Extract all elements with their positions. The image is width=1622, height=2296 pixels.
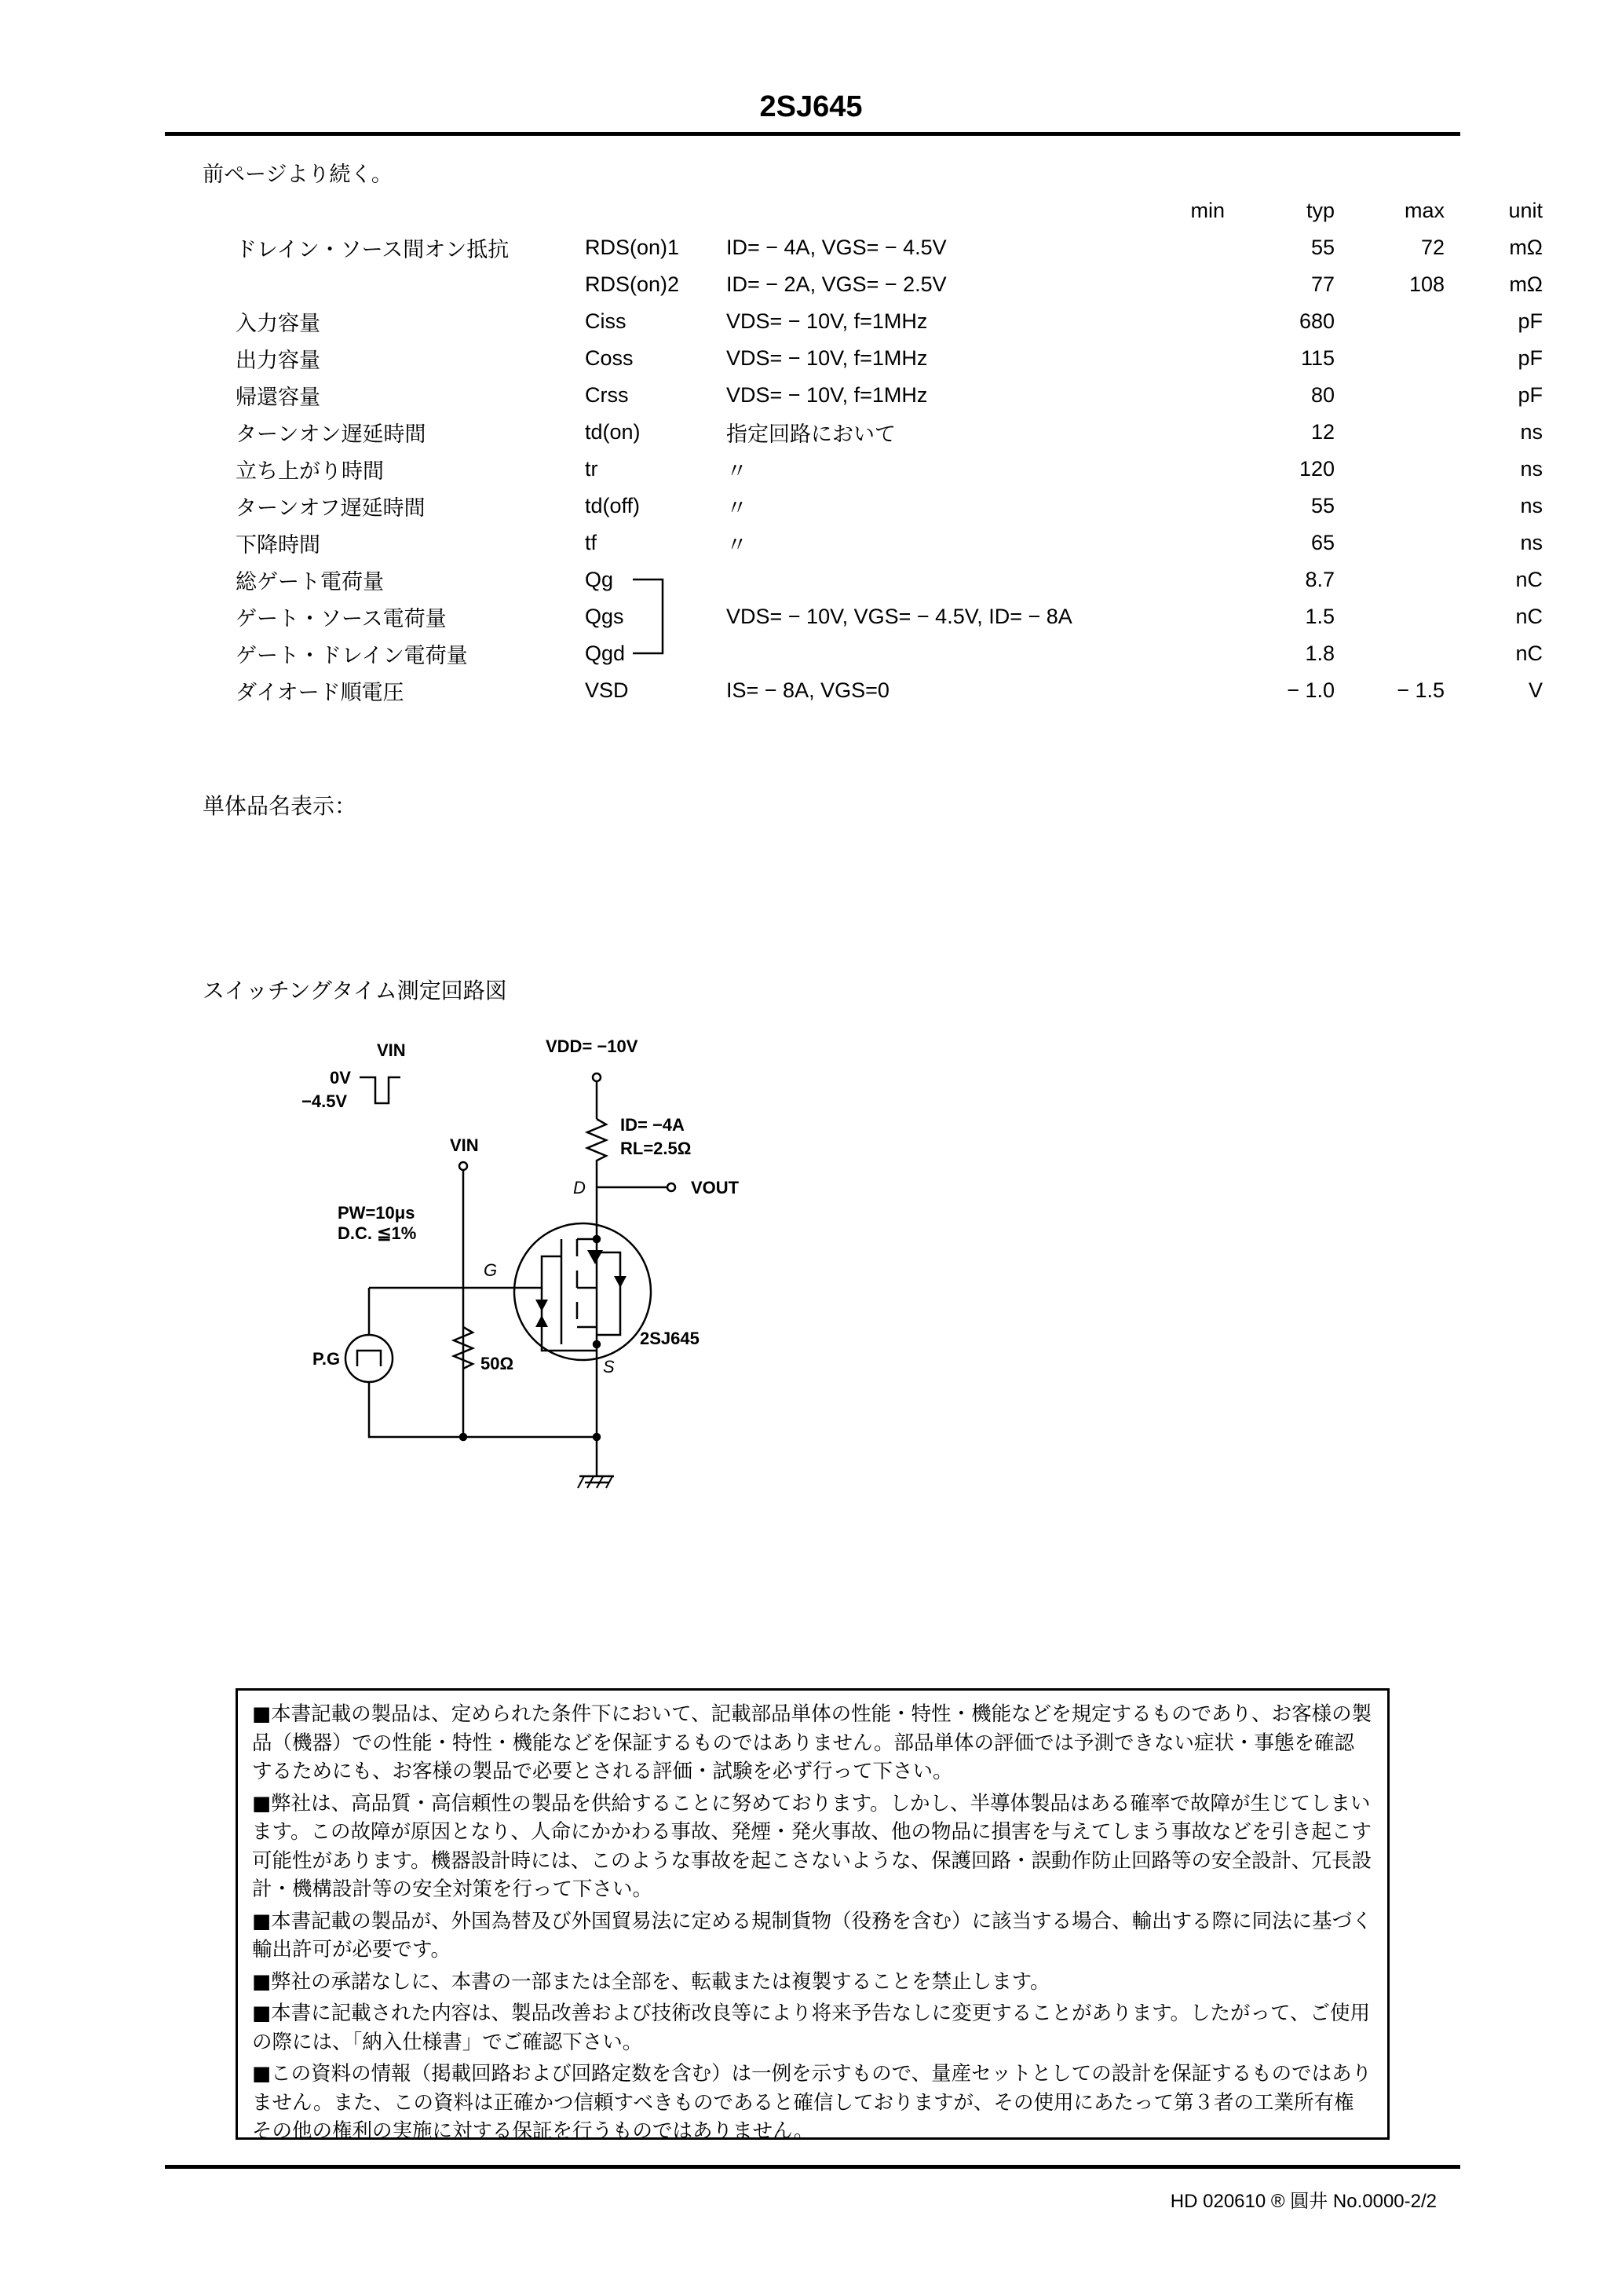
cell-symbol: td(off) xyxy=(585,494,641,517)
cell-unit: nC xyxy=(1515,605,1543,628)
cell-typ: 80 xyxy=(1310,383,1335,407)
switching-circuit-diagram xyxy=(298,1029,785,1515)
cell-min xyxy=(1123,303,1225,340)
pin-d-label: D xyxy=(573,1178,586,1197)
cell-condition: VDS= − 10V, f=1MHz xyxy=(726,346,928,370)
cell-symbol: RDS(on)2 xyxy=(585,272,680,296)
v0-label: 0V xyxy=(330,1068,351,1088)
cell-symbol: VSD xyxy=(585,678,629,702)
cell-typ: 65 xyxy=(1310,531,1335,554)
cell-unit: nC xyxy=(1515,568,1543,591)
cell-condition: 〃 xyxy=(726,496,747,520)
dc-label: D.C. ≦1% xyxy=(338,1223,417,1243)
cell-typ: 8.7 xyxy=(1305,568,1335,591)
table-row xyxy=(236,377,1543,414)
col-typ: typ xyxy=(1306,199,1335,222)
cell-min xyxy=(1123,598,1225,635)
cell-min xyxy=(1123,451,1225,488)
notice-paragraph: ■本書記載の製品は、定められた条件下において、記載部品単体の性能・特性・機能などを規定するものであり、お客様の製品（機器）での性能・特性・機能などを保証するものではありません。部品単体の評価では予測できない症状・事態を確認するためにも、お客様の製品で必要とされる評価・試験を必ず行って下さい。 xyxy=(252,1702,1372,1783)
cell-symbol: Ciss xyxy=(585,309,627,333)
cell-min xyxy=(1123,488,1225,525)
cell-unit: mΩ xyxy=(1509,236,1543,259)
cell-symbol: Qgs xyxy=(585,605,624,628)
circuit-title: スイッチングタイム測定回路図 xyxy=(203,978,507,1004)
cell-name: ダイオード順電圧 xyxy=(236,681,404,705)
cell-min xyxy=(1123,414,1225,451)
pin-s-label: S xyxy=(603,1357,615,1377)
top-rule xyxy=(165,132,1460,136)
vdd-label: VDD= −10V xyxy=(546,1036,638,1056)
continued-note: 前ページより続く。 xyxy=(203,163,393,187)
cell-max: 72 xyxy=(1420,236,1445,259)
cell-max xyxy=(1335,635,1445,672)
vout-label: VOUT xyxy=(691,1178,740,1197)
cell-name: 下降時間 xyxy=(236,533,320,558)
cell-min xyxy=(1123,672,1225,709)
cell-symbol: Crss xyxy=(585,383,629,407)
cell-condition: IS= − 8A, VGS=0 xyxy=(726,678,890,702)
cell-condition: VDS= − 10V, VGS= − 4.5V, ID= − 8A xyxy=(726,605,1072,628)
cell-name xyxy=(236,266,585,303)
cell-min xyxy=(1123,229,1225,266)
cell-unit: V xyxy=(1528,678,1543,702)
notice-paragraph: ■この資料の情報（掲載回路および回路定数を含む）は一例を示すもので、量産セットとしての設計を保証するものではありません。また、この資料は正確かつ信頼すべきものであると確信しておりますが、その使用にあたって第３者の工業所有権その他の権利の実施に対する保証を行うものではありません。 xyxy=(252,2062,1372,2143)
cell-name: ターンオフ遅延時間 xyxy=(236,496,426,521)
cell-name: 帰還容量 xyxy=(236,386,320,410)
cell-max xyxy=(1335,377,1445,414)
table-row xyxy=(236,303,1543,340)
cell-name: ゲート・ドレイン電荷量 xyxy=(236,644,468,668)
cell-name: 立ち上がり時間 xyxy=(236,459,384,484)
qg-bracket xyxy=(628,565,675,667)
page-title: 2SJ645 xyxy=(759,90,863,123)
part-label: 2SJ645 xyxy=(640,1329,700,1348)
cell-name: 入力容量 xyxy=(236,312,320,336)
cell-name: ターンオン遅延時間 xyxy=(236,422,426,447)
col-max: max xyxy=(1404,199,1445,222)
cell-max xyxy=(1335,561,1445,598)
cell-symbol: Qgd xyxy=(585,642,626,665)
cell-min xyxy=(1123,525,1225,561)
vneg-label: −4.5V xyxy=(301,1091,348,1111)
cell-typ: 1.8 xyxy=(1305,642,1335,665)
table-row xyxy=(236,598,1543,635)
cell-max xyxy=(1335,598,1445,635)
cell-symbol: Qg xyxy=(585,568,614,591)
vin-label: VIN xyxy=(450,1135,479,1155)
table-row xyxy=(236,635,1543,672)
pw-label: PW=10μs xyxy=(338,1203,415,1223)
cell-condition: VDS= − 10V, f=1MHz xyxy=(726,309,928,333)
table-row xyxy=(236,525,1543,561)
cell-unit: mΩ xyxy=(1509,272,1543,296)
cell-unit: pF xyxy=(1518,309,1543,333)
cell-min xyxy=(1123,266,1225,303)
col-unit: unit xyxy=(1508,199,1543,222)
cell-typ: 77 xyxy=(1310,272,1335,296)
cell-min xyxy=(1123,377,1225,414)
bottom-rule xyxy=(165,2165,1460,2169)
cell-max xyxy=(1335,414,1445,451)
cell-typ: 55 xyxy=(1310,236,1335,259)
cell-typ: 1.5 xyxy=(1305,605,1335,628)
cell-symbol: tr xyxy=(585,457,598,481)
notice-box xyxy=(236,1688,1390,2143)
cell-unit: nC xyxy=(1515,642,1543,665)
cell-typ: 115 xyxy=(1300,346,1335,370)
table-row xyxy=(236,451,1543,488)
notice-paragraph: ■本書に記載された内容は、製品改善および技術改良等により将来予告なしに変更することがあります。したがって、ご使用の際には、「納入仕様書」でご確認下さい。 xyxy=(252,2002,1371,2054)
cell-condition: 〃 xyxy=(726,459,747,483)
table-row xyxy=(236,561,1543,598)
cell-name: 出力容量 xyxy=(236,349,320,373)
cell-max xyxy=(1335,451,1445,488)
table-row xyxy=(236,266,1543,303)
cell-max: 108 xyxy=(1408,272,1445,296)
cell-symbol: td(on) xyxy=(585,420,641,444)
notice-paragraph: ■弊社の承諾なしに、本書の一部または全部を、転載または複製することを禁止します。 xyxy=(252,1969,1050,1994)
cell-condition: VDS= − 10V, f=1MHz xyxy=(726,383,928,407)
cell-typ: 120 xyxy=(1299,457,1335,481)
cell-condition: 指定回路において xyxy=(726,422,896,446)
cell-name: ゲート・ソース電荷量 xyxy=(236,607,447,631)
cell-unit: ns xyxy=(1520,494,1543,517)
r50-label: 50Ω xyxy=(480,1354,514,1373)
cell-min xyxy=(1123,561,1225,598)
table-row xyxy=(236,229,1543,266)
notice-paragraph: ■本書記載の製品が、外国為替及び外国貿易法に定める規制貨物（役務を含む）に該当する場合、輸出する際に同法に基づく輸出許可が必要です。 xyxy=(252,1909,1372,1961)
table-row xyxy=(236,340,1543,377)
cell-unit: ns xyxy=(1520,420,1543,444)
marking-title: 単体品名表示： xyxy=(203,793,357,819)
cell-condition xyxy=(726,635,1123,672)
cell-min xyxy=(1123,340,1225,377)
cell-symbol: RDS(on)1 xyxy=(585,236,680,259)
col-min: min xyxy=(1190,199,1225,222)
cell-condition: ID= − 4A, VGS= − 4.5V xyxy=(726,236,947,259)
cell-max xyxy=(1335,525,1445,561)
cell-symbol: tf xyxy=(585,531,597,554)
cell-typ: − 1.0 xyxy=(1287,678,1335,702)
cell-max xyxy=(1335,303,1445,340)
cell-unit: ns xyxy=(1520,457,1543,481)
table-row xyxy=(236,414,1543,451)
cell-max xyxy=(1335,488,1445,525)
cell-symbol: Coss xyxy=(585,346,634,370)
cell-unit: pF xyxy=(1518,383,1543,407)
cell-name: ドレイン・ソース間オン抵抗 xyxy=(236,238,510,262)
cell-condition: ID= − 2A, VGS= − 2.5V xyxy=(726,272,947,296)
cell-condition xyxy=(726,561,1123,598)
cell-typ: 12 xyxy=(1310,420,1335,444)
cell-max xyxy=(1335,340,1445,377)
cell-max: − 1.5 xyxy=(1397,678,1445,702)
table-row xyxy=(236,672,1543,709)
footer-code: HD 020610 ® 圓井 No.0000-2/2 xyxy=(1170,2191,1437,2212)
spec-table xyxy=(236,192,1543,709)
rl-label: RL=2.5Ω xyxy=(620,1139,692,1158)
table-row xyxy=(236,488,1543,525)
cell-unit: ns xyxy=(1520,531,1543,554)
cell-name: 総ゲート電荷量 xyxy=(236,570,384,594)
vin-label-top: VIN xyxy=(377,1040,406,1060)
cell-typ: 55 xyxy=(1310,494,1335,517)
pg-label: P.G xyxy=(312,1349,341,1369)
cell-unit: pF xyxy=(1518,346,1543,370)
id-label: ID= −4A xyxy=(620,1115,685,1135)
cell-typ: 680 xyxy=(1299,309,1335,333)
notice-paragraph: ■弊社は、高品質・高信頼性の製品を供給することに努めております。しかし、半導体製品はある確率で故障が生じてしまいます。この故障が原因となり、人命にかかわる事故、発煙・発火事故、他の物品に損害を与えてしまう事故などを引き起こす可能性があります。機器設計時には、このような事故を起こさないような、保護回路・誤動作防止回路等の安全設計、冗長設計・機構設計等の安全対策を行って下さい。 xyxy=(252,1791,1372,1901)
cell-min xyxy=(1123,635,1225,672)
table-header-row xyxy=(236,192,1543,229)
pin-g-label: G xyxy=(484,1260,498,1280)
cell-condition: 〃 xyxy=(726,533,747,557)
